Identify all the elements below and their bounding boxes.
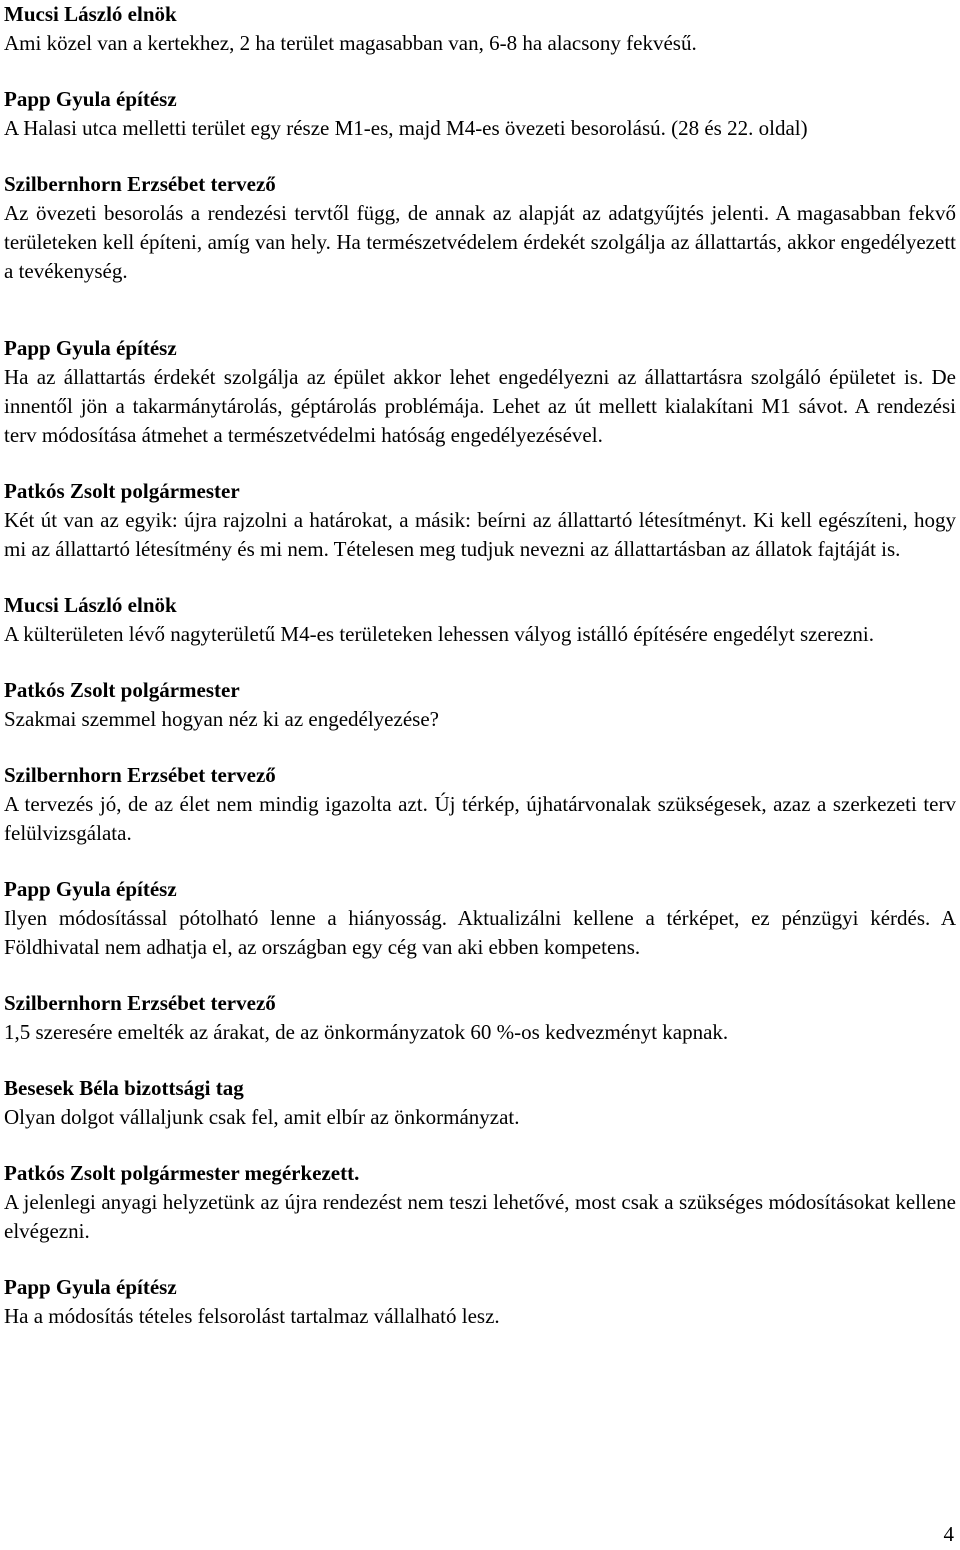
speaker-name: Papp Gyula építész [4, 1275, 177, 1299]
document-page [4, 0, 956, 1331]
speech-text: Ilyen módosítással pótolható lenne a hiányosság. Aktualizálni kellene a térképet, ez pénzügyi kérdés. A Földhivatal nem adhatja el, az országban egy cég van aki ebben kompetens. [4, 906, 956, 959]
speech-entry [4, 0, 956, 58]
speech-entry [4, 761, 956, 848]
speaker-name: Mucsi László elnök [4, 2, 177, 26]
speaker-name: Papp Gyula építész [4, 336, 177, 360]
speech-entry [4, 676, 956, 734]
speaker-name: Szilbernhorn Erzsébet tervező [4, 172, 276, 196]
speech-entry [4, 1159, 956, 1246]
speech-text: A jelenlegi anyagi helyzetünk az újra rendezést nem teszi lehetővé, most csak a szükséges módosításokat kellene elvégezni. [4, 1190, 956, 1243]
speaker-name: Papp Gyula építész [4, 87, 177, 111]
speaker-name: Szilbernhorn Erzsébet tervező [4, 763, 276, 787]
speech-entry [4, 85, 956, 143]
page-number: 4 [943, 1522, 954, 1546]
speaker-name: Patkós Zsolt polgármester megérkezett. [4, 1161, 360, 1185]
speech-text: Két út van az egyik: újra rajzolni a határokat, a másik: beírni az állattartó létesítményt. Ki kell egészíteni, hogy mi az állattartó létesítmény és mi nem. Tételesen meg tudjuk nevezni az állattartásban az állatok fajtáját is. [4, 508, 956, 561]
speech-text: A külterületen lévő nagyterületű M4-es területeken lehessen vályog istálló építésére engedélyt szerezni. [4, 622, 875, 646]
speech-text: 1,5 szeresére emelték az árakat, de az önkormányzatok 60 %-os kedvezményt kapnak. [4, 1020, 729, 1044]
speech-text: Ha a módosítás tételes felsorolást tartalmaz vállalható lesz. [4, 1304, 500, 1328]
speaker-name: Patkós Zsolt polgármester [4, 479, 240, 503]
speaker-name: Papp Gyula építész [4, 877, 177, 901]
speech-entry [4, 1273, 956, 1331]
speech-text: A tervezés jó, de az élet nem mindig igazolta azt. Új térkép, újhatárvonalak szükségesek, azaz a szerkezeti terv felülvizsgálata. [4, 792, 956, 845]
speech-entry [4, 334, 956, 450]
speech-text: Olyan dolgot vállaljunk csak fel, amit elbír az önkormányzat. [4, 1105, 520, 1129]
speech-text: Szakmai szemmel hogyan néz ki az engedélyezése? [4, 707, 439, 731]
speech-text: Ha az állattartás érdekét szolgálja az épület akkor lehet engedélyezni az állattartásra szolgáló épületet is. De innentől jön a takarmánytárolás, géptárolás problémája. Lehet az út mellett kialakítani M1 sávot. A rendezési terv módosítása átmehet a természetvédelmi hatóság engedélyezésével. [4, 365, 956, 447]
speaker-name: Szilbernhorn Erzsébet tervező [4, 991, 276, 1015]
speech-entry [4, 1074, 956, 1132]
speech-text: A Halasi utca melletti terület egy része M1-es, majd M4-es övezeti besorolású. (28 és 22. oldal) [4, 116, 808, 140]
speaker-name: Patkós Zsolt polgármester [4, 678, 240, 702]
speech-entry [4, 875, 956, 962]
speaker-name: Besesek Béla bizottsági tag [4, 1076, 244, 1100]
speech-entry [4, 170, 956, 286]
speaker-name: Mucsi László elnök [4, 593, 177, 617]
speech-entry [4, 591, 956, 649]
speech-entry [4, 989, 956, 1047]
speech-entry [4, 477, 956, 564]
speech-text: Ami közel van a kertekhez, 2 ha terület magasabban van, 6-8 ha alacsony fekvésű. [4, 31, 697, 55]
speech-text: Az övezeti besorolás a rendezési tervtől függ, de annak az alapját az adatgyűjtés jelenti. A magasabban fekvő területeken kell építeni, amíg van hely. Ha természetvédelem érdekét szolgálja az állattartás, akkor engedélyezett a tevékenység. [4, 201, 956, 283]
